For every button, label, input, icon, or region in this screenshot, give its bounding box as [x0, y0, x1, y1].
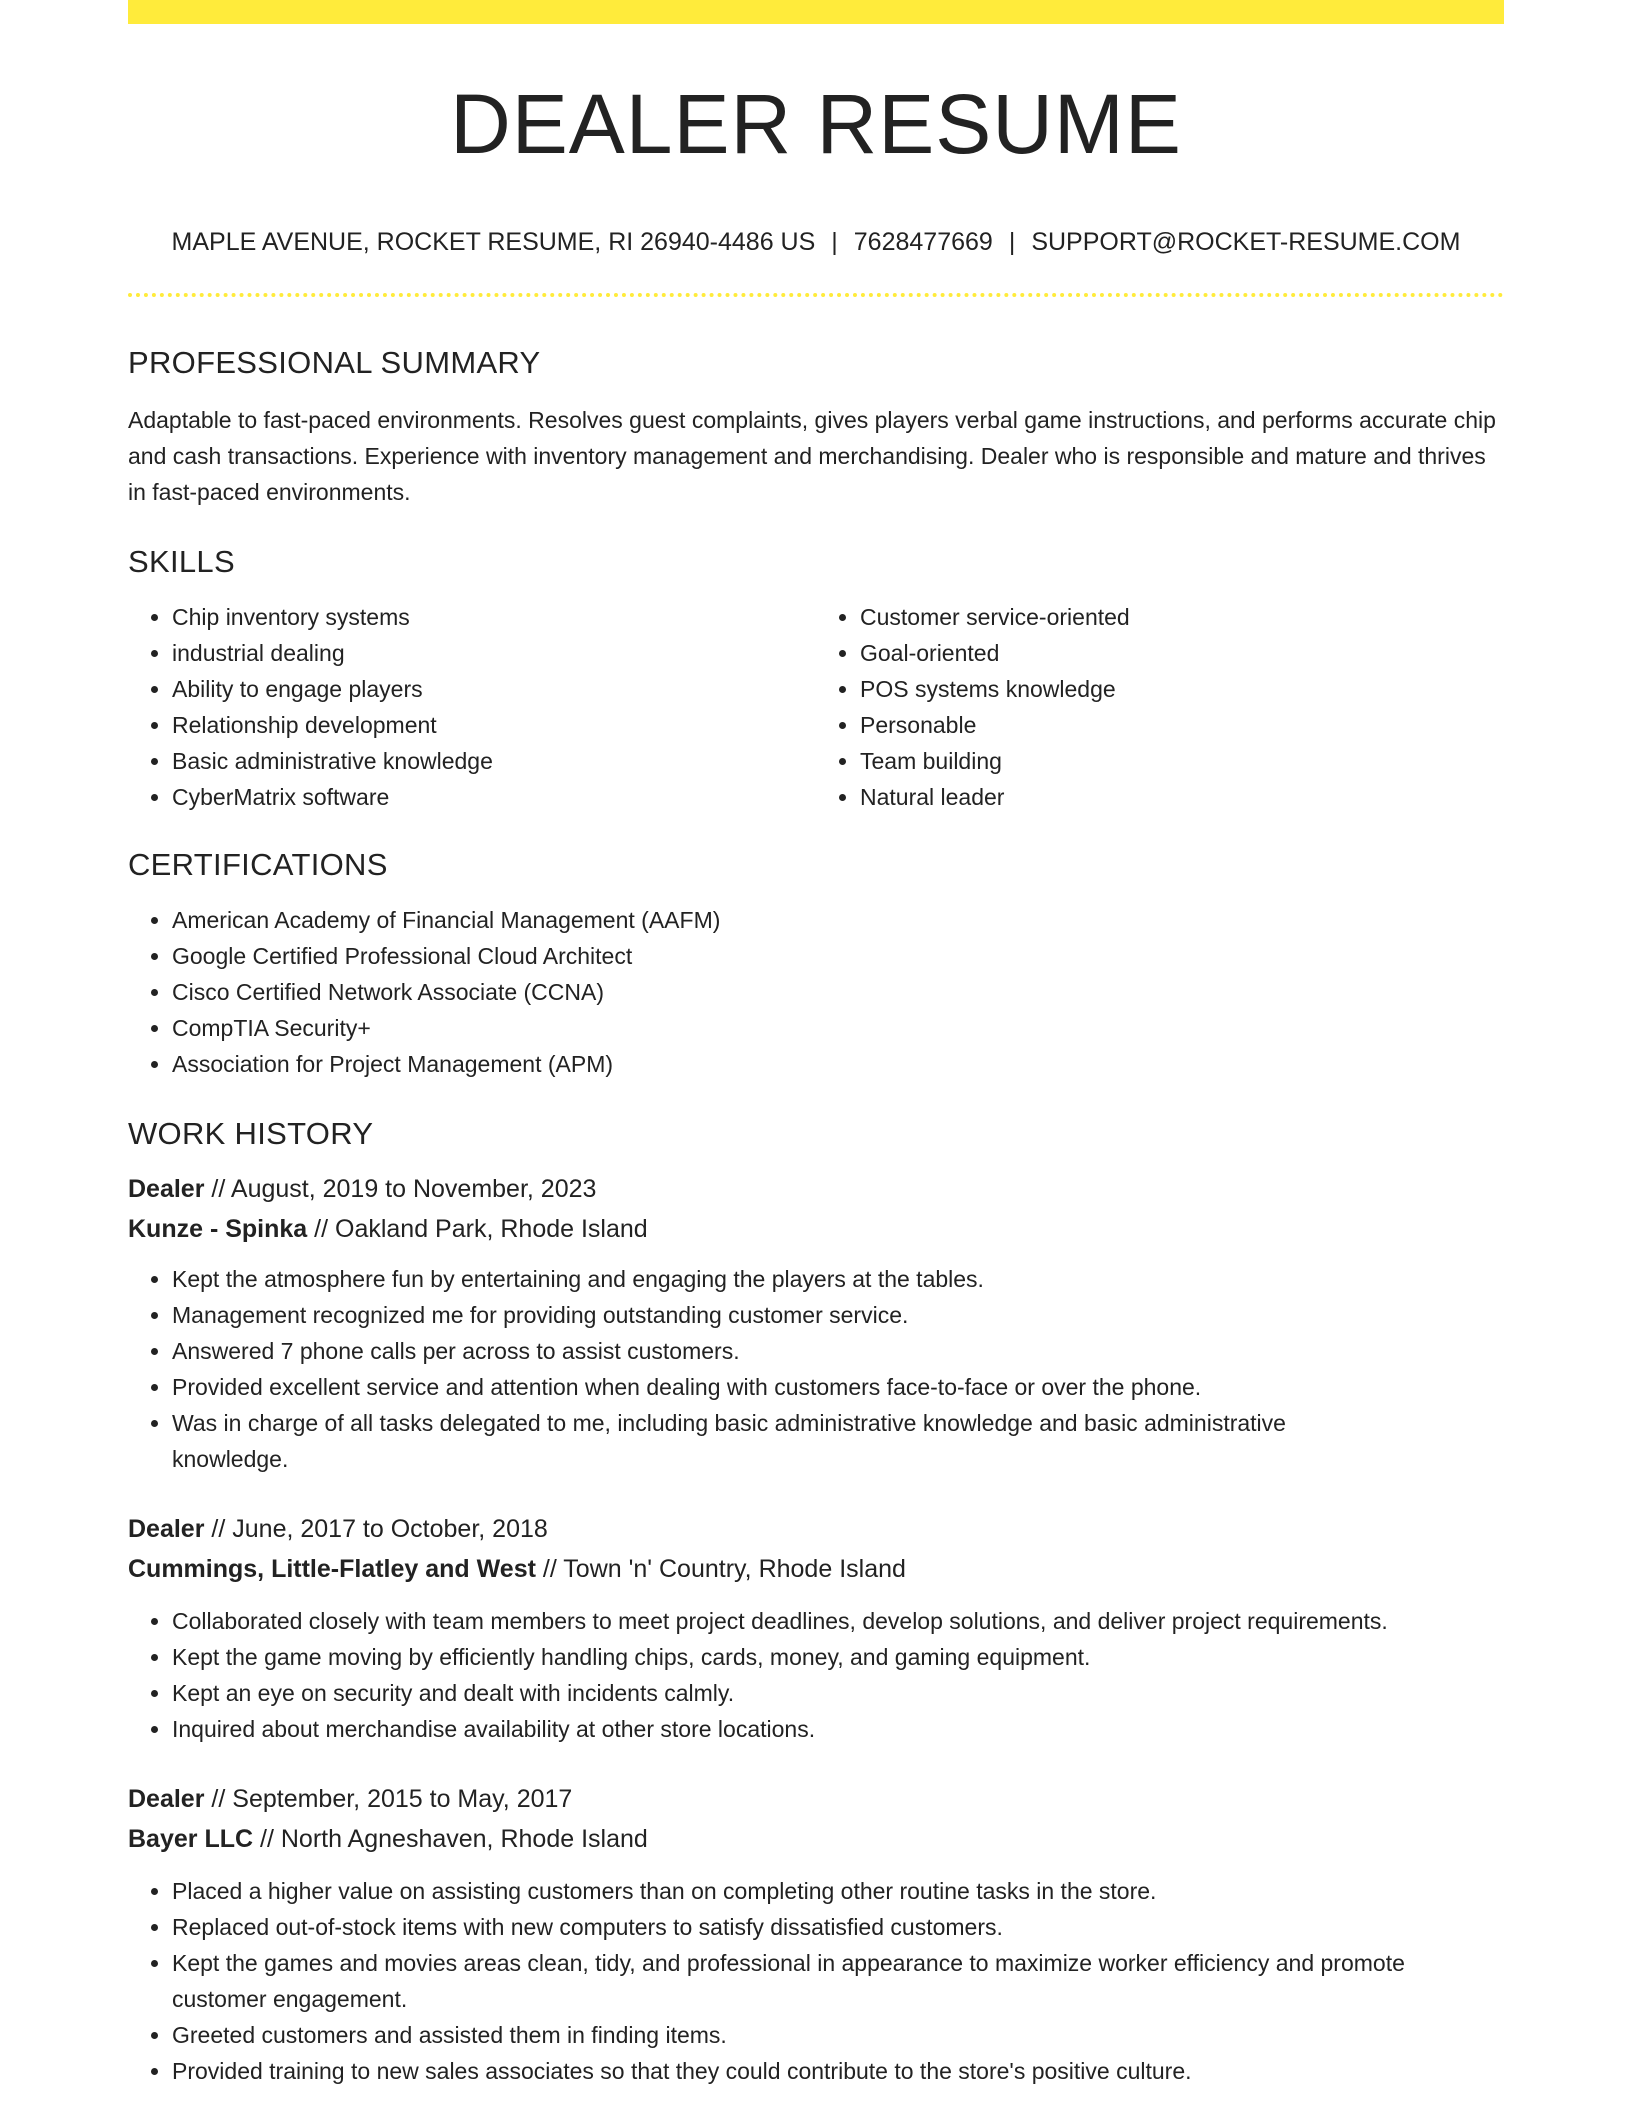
certification-item: • Google Certified Professional Cloud Architect: [172, 938, 1504, 974]
skill-item: • CyberMatrix software: [172, 779, 816, 815]
summary-text: Adaptable to fast-paced environments. Resolves guest complaints, gives players verbal game instructions, and performs accurate chip and cash transactions. Experience with inventory management and merchandising. Dealer who is responsible and mature and thrives in fast-paced environments.: [128, 407, 1496, 505]
job-bullets: [128, 1261, 1504, 1477]
job-separator: //: [211, 1515, 226, 1543]
certification-item: • Association for Project Management (APM): [172, 1046, 1504, 1082]
job-bullet: • Kept the games and movies areas clean, tidy, and professional in appearance to maximize worker efficiency and promote customer engagement.: [172, 1945, 1504, 2017]
skill-item: • industrial dealing: [172, 635, 816, 671]
certifications-list: [128, 902, 1504, 1082]
job-bullet: • Answered 7 phone calls per across to assist customers.: [172, 1333, 1504, 1369]
resume-page: [128, 0, 1504, 2089]
job-company-line: [128, 1819, 1504, 1859]
job-title: Dealer: [128, 1515, 205, 1543]
job-bullet: • Kept the game moving by efficiently handling chips, cards, money, and gaming equipment.: [172, 1639, 1504, 1675]
section-heading-summary: PROFESSIONAL SUMMARY: [128, 345, 541, 380]
job-separator: //: [211, 1175, 226, 1203]
job-dates: September, 2015 to May, 2017: [232, 1785, 573, 1813]
job-bullet: • Provided training to new sales associates so that they could contribute to the store's positive culture.: [172, 2053, 1504, 2089]
skills-list-right: [816, 599, 1504, 815]
skill-item: • Relationship development: [172, 707, 816, 743]
job-location: Oakland Park, Rhode Island: [335, 1215, 648, 1243]
job-title-line: [128, 1779, 1504, 1819]
skill-item: • Team building: [860, 743, 1504, 779]
job-company-line: [128, 1549, 1504, 1589]
section-heading-skills: SKILLS: [128, 544, 235, 579]
summary-section: [128, 347, 1504, 510]
job-location: North Agneshaven, Rhode Island: [280, 1825, 648, 1853]
job-dates: August, 2019 to November, 2023: [230, 1175, 597, 1203]
skills-grid: [128, 599, 1504, 815]
job-bullet: • Provided excellent service and attention when dealing with customers face-to-face or over the phone.: [172, 1369, 1504, 1405]
job-dates: June, 2017 to October, 2018: [232, 1515, 548, 1543]
job-bullet: • Replaced out-of-stock items with new computers to satisfy dissatisfied customers.: [172, 1909, 1504, 1945]
job-title-line: [128, 1169, 1504, 1209]
job-separator: //: [211, 1785, 226, 1813]
certification-item: • Cisco Certified Network Associate (CCNA): [172, 974, 1504, 1010]
section-heading-certifications: CERTIFICATIONS: [128, 847, 388, 882]
skill-item: • Customer service-oriented: [860, 599, 1504, 635]
contact-separator: |: [831, 228, 838, 256]
skills-section: [128, 546, 1504, 815]
job-entry: [128, 1779, 1504, 2089]
job-company: Bayer LLC: [128, 1825, 254, 1853]
skill-item: • Basic administrative knowledge: [172, 743, 816, 779]
skill-item: • Goal-oriented: [860, 635, 1504, 671]
certification-item: • American Academy of Financial Management (AAFM): [172, 902, 1504, 938]
job-location: Town 'n' Country, Rhode Island: [563, 1555, 906, 1583]
job-bullet: • Inquired about merchandise availability at other store locations.: [172, 1711, 1504, 1747]
job-bullet: • Management recognized me for providing outstanding customer service.: [172, 1297, 1504, 1333]
contact-email: SUPPORT@ROCKET-RESUME.COM: [1031, 228, 1461, 256]
job-bullet: • Placed a higher value on assisting customers than on completing other routine tasks in the store.: [172, 1873, 1504, 1909]
dotted-divider: [128, 293, 1504, 297]
job-bullet: • Kept an eye on security and dealt with incidents calmly.: [172, 1675, 1504, 1711]
section-heading-work-history: WORK HISTORY: [128, 1116, 374, 1151]
job-separator: //: [314, 1215, 329, 1243]
resume-title: DEALER RESUME: [450, 77, 1182, 171]
job-bullet: • Greeted customers and assisted them in finding items.: [172, 2017, 1504, 2053]
job-bullet: • Kept the atmosphere fun by entertaining and engaging the players at the tables.: [172, 1261, 1504, 1297]
certification-item: • CompTIA Security+: [172, 1010, 1504, 1046]
skill-item: • POS systems knowledge: [860, 671, 1504, 707]
contact-phone: 7628477669: [853, 228, 993, 256]
contact-separator: |: [1008, 228, 1016, 256]
work-history-section: [128, 1118, 1504, 2089]
job-separator: //: [542, 1555, 557, 1583]
skill-item: • Natural leader: [860, 779, 1504, 815]
job-separator: //: [260, 1825, 274, 1853]
job-entry: [128, 1169, 1504, 1477]
contact-line: [128, 230, 1504, 255]
job-bullet: • Collaborated closely with team members to meet project deadlines, develop solutions, and deliver project requirements.: [172, 1603, 1504, 1639]
job-company-line: [128, 1209, 1504, 1249]
job-title: Dealer: [128, 1785, 205, 1813]
certifications-section: [128, 849, 1504, 1082]
accent-top-bar: [128, 0, 1504, 24]
contact-address: MAPLE AVENUE, ROCKET RESUME, RI 26940-4486 US: [171, 228, 816, 256]
job-bullets: [128, 1603, 1504, 1747]
skills-list-left: [128, 599, 816, 815]
job-title: Dealer: [128, 1175, 205, 1203]
skill-item: • Ability to engage players: [172, 671, 816, 707]
job-bullets: [128, 1873, 1504, 2089]
job-entry: [128, 1509, 1504, 1747]
skill-item: • Personable: [860, 707, 1504, 743]
job-company: Kunze - Spinka: [128, 1215, 308, 1243]
job-title-line: [128, 1509, 1504, 1549]
job-bullet: • Was in charge of all tasks delegated to me, including basic administrative knowledge and basic administrative knowledge.: [172, 1405, 1504, 1477]
skill-item: • Chip inventory systems: [172, 599, 816, 635]
job-company: Cummings, Little-Flatley and West: [128, 1555, 536, 1583]
